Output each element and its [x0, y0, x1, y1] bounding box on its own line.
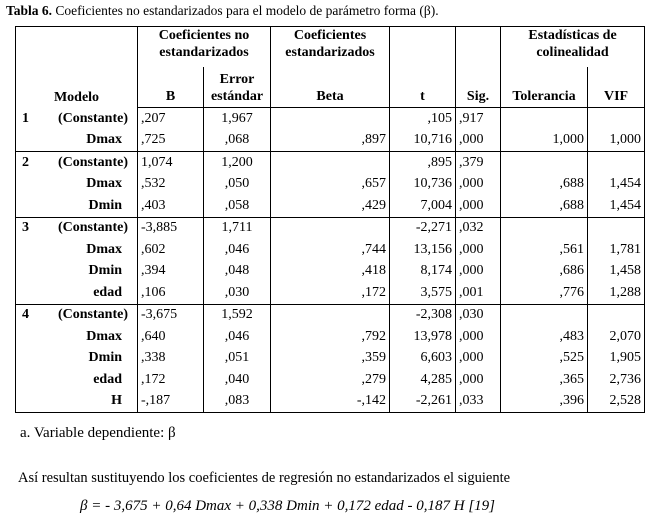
sig-cell: ,000	[456, 239, 501, 261]
table-caption	[6, 3, 439, 19]
variable-name: (Constante)	[58, 110, 128, 126]
tolerancia-cell	[501, 152, 588, 174]
model-cell	[16, 217, 138, 239]
sig-cell: ,000	[456, 174, 501, 196]
vif-cell: 1,000	[588, 130, 645, 152]
variable-name: Dmin	[88, 350, 122, 366]
tolerancia-cell: ,365	[501, 369, 588, 391]
vif-cell: 1,454	[588, 195, 645, 217]
header-sig-blank	[456, 27, 501, 68]
beta-cell: ,657	[271, 174, 390, 196]
std-error-cell: 1,711	[204, 217, 271, 239]
beta-cell: ,418	[271, 261, 390, 283]
std-error-cell: ,046	[204, 239, 271, 261]
sig-cell: ,000	[456, 261, 501, 283]
vif-cell: 2,070	[588, 326, 645, 348]
model-cell	[16, 369, 138, 391]
model-cell	[16, 108, 138, 130]
body-paragraph: Así resultan sustituyendo los coeficientes de regresión no estandarizados el siguiente	[18, 470, 511, 486]
model-cell	[16, 391, 138, 413]
sig-cell: ,000	[456, 348, 501, 370]
caption-text: Coeficientes no estandarizados para el modelo de parámetro forma (β).	[52, 3, 439, 18]
vif-cell: 2,736	[588, 369, 645, 391]
variable-name: Dmax	[86, 132, 122, 148]
sig-cell: ,000	[456, 195, 501, 217]
std-error-cell: ,030	[204, 282, 271, 304]
tolerancia-cell: ,396	[501, 391, 588, 413]
table-row	[16, 217, 645, 239]
header-colinealidad: Estadísticas de colinealidad	[501, 27, 645, 68]
sig-cell: ,033	[456, 391, 501, 413]
header-sig: Sig.	[456, 67, 501, 108]
header-modelo: Modelo	[16, 27, 138, 108]
vif-cell	[588, 152, 645, 174]
coef-b-cell: ,602	[138, 239, 204, 261]
model-cell	[16, 261, 138, 283]
vif-cell: 2,528	[588, 391, 645, 413]
vif-cell: 1,454	[588, 174, 645, 196]
table-row	[16, 195, 645, 217]
model-number: 2	[22, 154, 29, 170]
std-error-cell: ,048	[204, 261, 271, 283]
std-error-cell: ,068	[204, 130, 271, 152]
coef-b-cell: ,106	[138, 282, 204, 304]
beta-cell: ,172	[271, 282, 390, 304]
header-tolerancia: Tolerancia	[501, 67, 588, 108]
regression-equation: β = - 3,675 + 0,64 Dmax + 0,338 Dmin + 0,172 edad - 0,187 H [19]	[80, 498, 496, 514]
beta-cell: ,897	[271, 130, 390, 152]
table-row	[16, 152, 645, 174]
tolerancia-cell	[501, 304, 588, 326]
sig-cell: ,000	[456, 130, 501, 152]
coef-b-cell: -3,675	[138, 304, 204, 326]
table-row	[16, 304, 645, 326]
caption-label: Tabla 6.	[6, 3, 53, 18]
tolerancia-cell: ,483	[501, 326, 588, 348]
table-row	[16, 174, 645, 196]
header-error: Error estándar	[204, 67, 271, 108]
model-cell	[16, 130, 138, 152]
std-error-cell: ,046	[204, 326, 271, 348]
std-error-cell: ,040	[204, 369, 271, 391]
variable-name: (Constante)	[58, 307, 128, 323]
table-row	[16, 130, 645, 152]
t-cell: 7,004	[390, 195, 456, 217]
vif-cell	[588, 304, 645, 326]
coef-b-cell: ,172	[138, 369, 204, 391]
t-cell: 4,285	[390, 369, 456, 391]
header-coef-est: Coeficientes estandarizados	[271, 27, 390, 68]
beta-cell: ,429	[271, 195, 390, 217]
variable-name: Dmin	[88, 263, 122, 279]
model-cell	[16, 282, 138, 304]
variable-name: H	[111, 393, 122, 409]
vif-cell	[588, 217, 645, 239]
tolerancia-cell	[501, 217, 588, 239]
model-cell	[16, 152, 138, 174]
tolerancia-cell: ,686	[501, 261, 588, 283]
std-error-cell: ,058	[204, 195, 271, 217]
coef-b-cell: ,394	[138, 261, 204, 283]
header-t: t	[390, 67, 456, 108]
model-cell	[16, 304, 138, 326]
table-row	[16, 261, 645, 283]
variable-name: (Constante)	[58, 220, 128, 236]
coef-b-cell: ,207	[138, 108, 204, 130]
model-number: 3	[22, 220, 29, 236]
vif-cell: 1,905	[588, 348, 645, 370]
t-cell: -2,308	[390, 304, 456, 326]
sig-cell: ,000	[456, 326, 501, 348]
beta-cell	[271, 152, 390, 174]
table-row	[16, 326, 645, 348]
std-error-cell: 1,967	[204, 108, 271, 130]
t-cell: 10,736	[390, 174, 456, 196]
variable-name: edad	[93, 371, 122, 387]
variable-name: (Constante)	[58, 154, 128, 170]
dependent-variable-note: a. Variable dependiente: β	[20, 425, 176, 441]
table-row	[16, 239, 645, 261]
table-row	[16, 369, 645, 391]
header-beta: Beta	[271, 67, 390, 108]
beta-cell: ,359	[271, 348, 390, 370]
variable-name: Dmax	[86, 176, 122, 192]
model-cell	[16, 195, 138, 217]
beta-cell	[271, 108, 390, 130]
tolerancia-cell: ,525	[501, 348, 588, 370]
t-cell: ,105	[390, 108, 456, 130]
coefficients-table	[15, 26, 645, 413]
vif-cell: 1,781	[588, 239, 645, 261]
table-row	[16, 348, 645, 370]
sig-cell: ,917	[456, 108, 501, 130]
tolerancia-cell	[501, 108, 588, 130]
tolerancia-cell: ,688	[501, 174, 588, 196]
vif-cell	[588, 108, 645, 130]
t-cell: 13,978	[390, 326, 456, 348]
beta-cell: -,142	[271, 391, 390, 413]
coef-b-cell: ,338	[138, 348, 204, 370]
t-cell: 3,575	[390, 282, 456, 304]
coef-b-cell: ,532	[138, 174, 204, 196]
beta-cell: ,744	[271, 239, 390, 261]
sig-cell: ,379	[456, 152, 501, 174]
header-t-blank	[390, 27, 456, 68]
variable-name: Dmax	[86, 241, 122, 257]
vif-cell: 1,288	[588, 282, 645, 304]
tolerancia-cell: ,688	[501, 195, 588, 217]
sig-cell: ,001	[456, 282, 501, 304]
variable-name: edad	[93, 284, 122, 300]
model-cell	[16, 239, 138, 261]
model-number: 4	[22, 307, 29, 323]
coef-b-cell: -3,885	[138, 217, 204, 239]
std-error-cell: 1,592	[204, 304, 271, 326]
tolerancia-cell: ,561	[501, 239, 588, 261]
model-cell	[16, 174, 138, 196]
t-cell: 8,174	[390, 261, 456, 283]
variable-name: Dmax	[86, 328, 122, 344]
std-error-cell: ,083	[204, 391, 271, 413]
table-body	[16, 108, 645, 413]
header-b: B	[138, 67, 204, 108]
std-error-cell: ,050	[204, 174, 271, 196]
t-cell: 13,156	[390, 239, 456, 261]
tolerancia-cell: 1,000	[501, 130, 588, 152]
header-coef-no-est: Coeficientes no estandarizados	[138, 27, 271, 68]
std-error-cell: ,051	[204, 348, 271, 370]
t-cell: 6,603	[390, 348, 456, 370]
t-cell: ,895	[390, 152, 456, 174]
model-cell	[16, 348, 138, 370]
sig-cell: ,000	[456, 369, 501, 391]
table-row	[16, 282, 645, 304]
std-error-cell: 1,200	[204, 152, 271, 174]
model-number: 1	[22, 110, 29, 126]
coef-b-cell: ,640	[138, 326, 204, 348]
beta-cell: ,792	[271, 326, 390, 348]
beta-cell: ,279	[271, 369, 390, 391]
coef-b-cell: ,725	[138, 130, 204, 152]
t-cell: -2,261	[390, 391, 456, 413]
coef-b-cell: 1,074	[138, 152, 204, 174]
beta-cell	[271, 304, 390, 326]
vif-cell: 1,458	[588, 261, 645, 283]
t-cell: -2,271	[390, 217, 456, 239]
table-row	[16, 108, 645, 130]
sig-cell: ,030	[456, 304, 501, 326]
beta-cell	[271, 217, 390, 239]
coef-b-cell: ,403	[138, 195, 204, 217]
sig-cell: ,032	[456, 217, 501, 239]
t-cell: 10,716	[390, 130, 456, 152]
coef-b-cell: -,187	[138, 391, 204, 413]
table-row	[16, 391, 645, 413]
tolerancia-cell: ,776	[501, 282, 588, 304]
model-cell	[16, 326, 138, 348]
header-vif: VIF	[588, 67, 645, 108]
variable-name: Dmin	[88, 197, 122, 213]
